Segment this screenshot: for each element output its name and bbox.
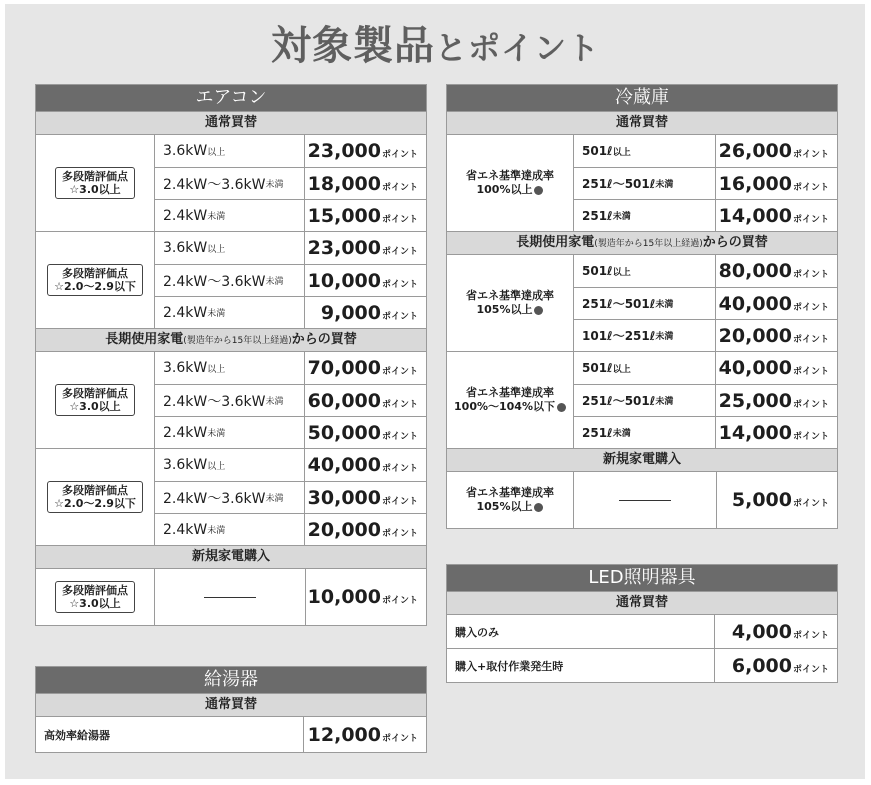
- group-rows: [574, 135, 837, 231]
- table-row: 2.4kW〜3.6kW 未満 10,000 ポイント: [155, 264, 426, 296]
- rating-badge: 多段階評価点 ☆2.0〜2.9以下: [47, 481, 143, 513]
- points-cell: 12,000 ポイント: [307, 723, 418, 746]
- fridge-section: [446, 84, 838, 529]
- group-label: 省エネ基準達成率 105%以上: [447, 255, 574, 351]
- group-rows: [155, 352, 426, 448]
- points-cell: 6,000 ポイント: [731, 654, 829, 677]
- table-row: 2.4kW 未満 20,000 ポイント: [155, 513, 426, 545]
- points-cell: 4,000 ポイント: [731, 620, 829, 643]
- table-row: [447, 648, 837, 682]
- page-title: [0, 14, 871, 71]
- fridge-sub-normal: 通常買替: [447, 111, 837, 134]
- group-label: [36, 232, 155, 328]
- aircon-new-purchase: [36, 568, 426, 625]
- rating-badge: 多段階評価点 ☆3.0以上: [55, 384, 135, 416]
- table-row: 251ℓ 未満 14,000 ポイント: [574, 199, 837, 231]
- fridge-header: 冷蔵庫: [447, 85, 837, 111]
- rating-badge: 多段階評価点 ☆2.0〜2.9以下: [47, 264, 143, 296]
- aircon-sub-longterm: 長期使用家電(製造年から15年以上経過)からの買替: [36, 328, 426, 351]
- aircon-group-3: [36, 351, 426, 448]
- group-rows: [155, 135, 426, 231]
- points-cell: 10,000 ポイント: [307, 586, 418, 608]
- title-main: 対象製品: [270, 23, 435, 69]
- group-label: [36, 352, 155, 448]
- group-rows: [155, 232, 426, 328]
- group-rows: [155, 449, 426, 545]
- table-row: [36, 716, 426, 752]
- fridge-group-2: [447, 254, 837, 351]
- moon-icon: [557, 403, 566, 412]
- aircon-sub-normal: 通常買替: [36, 111, 426, 134]
- table-row: 251ℓ 未満 14,000 ポイント: [574, 416, 837, 448]
- led-header: LED照明器具: [447, 565, 837, 591]
- aircon-group-2: [36, 231, 426, 328]
- fridge-group-3: [447, 351, 837, 448]
- fridge-sub-new: 新規家電購入: [447, 448, 837, 471]
- row-label: 購入のみ: [447, 615, 715, 648]
- dash-cell: [574, 472, 717, 528]
- table-row: 3.6kW 以上 23,000 ポイント: [155, 135, 426, 167]
- aircon-header: エアコン: [36, 85, 426, 111]
- dash-line: [619, 500, 671, 501]
- dash-line: [204, 597, 256, 598]
- fridge-group-1: [447, 134, 837, 231]
- table-row: 251ℓ〜501ℓ 未満 16,000 ポイント: [574, 167, 837, 199]
- moon-icon: [534, 503, 543, 512]
- title-tail: とポイント: [434, 29, 600, 67]
- fridge-sub-longterm: 長期使用家電(製造年から15年以上経過)からの買替: [447, 231, 837, 254]
- water-heater-header: 給湯器: [36, 667, 426, 693]
- group-label: [36, 569, 155, 625]
- aircon-group-1: [36, 134, 426, 231]
- table-row: 251ℓ〜501ℓ 未満 40,000 ポイント: [574, 287, 837, 319]
- table-row: 2.4kW〜3.6kW 未満 18,000 ポイント: [155, 167, 426, 199]
- table-row: 2.4kW 未満 50,000 ポイント: [155, 416, 426, 448]
- dash-cell: [155, 569, 306, 625]
- water-heater-section: [35, 666, 427, 753]
- group-label: [36, 449, 155, 545]
- table-row: 2.4kW〜3.6kW 未満 30,000 ポイント: [155, 481, 426, 513]
- table-row: 3.6kW 以上 70,000 ポイント: [155, 352, 426, 384]
- table-row: [447, 614, 837, 648]
- led-sub: 通常買替: [447, 591, 837, 614]
- group-rows: [574, 352, 837, 448]
- row-label: 高効率給湯器: [36, 717, 304, 752]
- table-row: 2.4kW 未満 15,000 ポイント: [155, 199, 426, 231]
- led-section: [446, 564, 838, 683]
- table-row: 101ℓ〜251ℓ 未満 20,000 ポイント: [574, 319, 837, 351]
- row-label: 購入+取付作業発生時: [447, 649, 715, 682]
- aircon-sub-new: 新規家電購入: [36, 545, 426, 568]
- fridge-new-purchase: [447, 471, 837, 528]
- group-label: [36, 135, 155, 231]
- group-label: 省エネ基準達成率 105%以上: [447, 472, 574, 528]
- table-row: 2.4kW 未満 9,000 ポイント: [155, 296, 426, 328]
- group-label: 省エネ基準達成率 100%以上: [447, 135, 574, 231]
- moon-icon: [534, 306, 543, 315]
- table-row: 501ℓ 以上 40,000 ポイント: [574, 352, 837, 384]
- aircon-section: [35, 84, 427, 626]
- points-cell: 5,000 ポイント: [731, 489, 829, 511]
- group-rows: [574, 255, 837, 351]
- rating-badge: 多段階評価点 ☆3.0以上: [55, 581, 135, 613]
- table-row: 251ℓ〜501ℓ 未満 25,000 ポイント: [574, 384, 837, 416]
- table-row: 501ℓ 以上 26,000 ポイント: [574, 135, 837, 167]
- water-heater-sub: 通常買替: [36, 693, 426, 716]
- table-row: 3.6kW 以上 23,000 ポイント: [155, 232, 426, 264]
- table-row: 2.4kW〜3.6kW 未満 60,000 ポイント: [155, 384, 426, 416]
- aircon-group-4: [36, 448, 426, 545]
- table-row: 501ℓ 以上 80,000 ポイント: [574, 255, 837, 287]
- table-row: 3.6kW 以上 40,000 ポイント: [155, 449, 426, 481]
- group-label: 省エネ基準達成率 100%〜104%以下: [447, 352, 574, 448]
- moon-icon: [534, 186, 543, 195]
- rating-badge: 多段階評価点 ☆3.0以上: [55, 167, 135, 199]
